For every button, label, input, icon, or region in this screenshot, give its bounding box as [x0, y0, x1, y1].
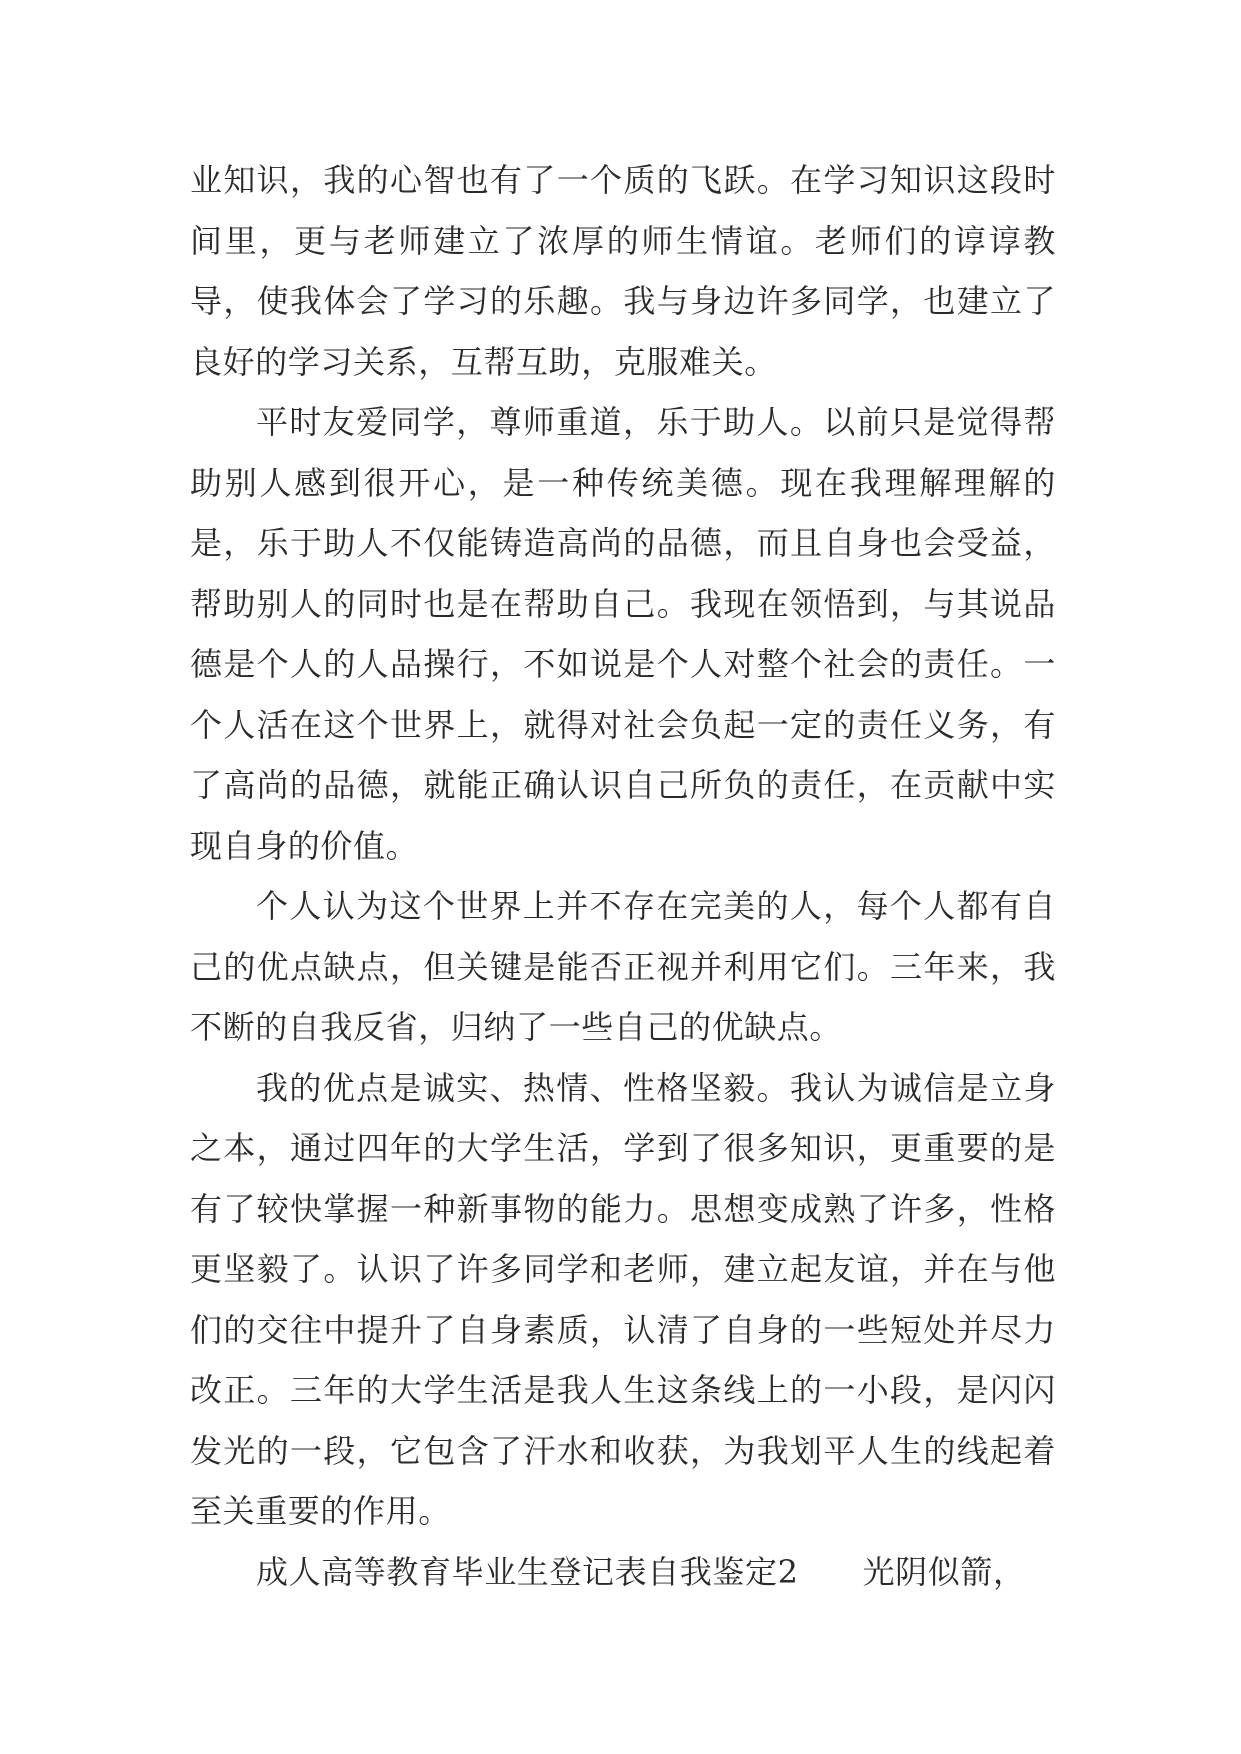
section-continuation-text: 光阴似箭，: [862, 1552, 1026, 1591]
paragraph-2: 平时友爱同学，尊师重道，乐于助人。以前只是觉得帮助别人感到很开心，是一种传统美德。现在我理解理解的是，乐于助人不仅能铸造高尚的品德，而且自身也会受益，帮助别人的同时也是在帮助自己。我现在领悟到，与其说品德是个人的人品操行，不如说是个人对整个社会的责任。一个人活在这个世界上，就得对社会负起一定的责任义务，有了高尚的品德，就能正确认识自己所负的责任，在贡献中实现自身的价值。: [190, 403, 1056, 865]
document-body: [190, 150, 1056, 1602]
paragraph-3: 个人认为这个世界上并不存在完美的人，每个人都有自己的优点缺点，但关键是能否正视并利用它们。三年来，我不断的自我反省，归纳了一些自己的优缺点。: [190, 887, 1056, 1046]
section-title: 成人高等教育毕业生登记表自我鉴定2: [256, 1552, 799, 1591]
paragraph-4: 我的优点是诚实、热情、性格坚毅。我认为诚信是立身之本，通过四年的大学生活，学到了很多知识，更重要的是有了较快掌握一种新事物的能力。思想变成熟了许多，性格更坚毅了。认识了许多同学和老师，建立起友谊，并在与他们的交往中提升了自身素质，认清了自身的一些短处并尽力改正。三年的大学生活是我人生这条线上的一小段，是闪闪发光的一段，它包含了汗水和收获，为我划平人生的线起着至关重要的作用。: [190, 1068, 1056, 1530]
section-heading-line: [190, 1542, 1056, 1603]
paragraph-1: 业知识，我的心智也有了一个质的飞跃。在学习知识这段时间里，更与老师建立了浓厚的师生情谊。老师们的谆谆教导，使我体会了学习的乐趣。我与身边许多同学，也建立了良好的学习关系，互帮互助，克服难关。: [190, 161, 1056, 381]
